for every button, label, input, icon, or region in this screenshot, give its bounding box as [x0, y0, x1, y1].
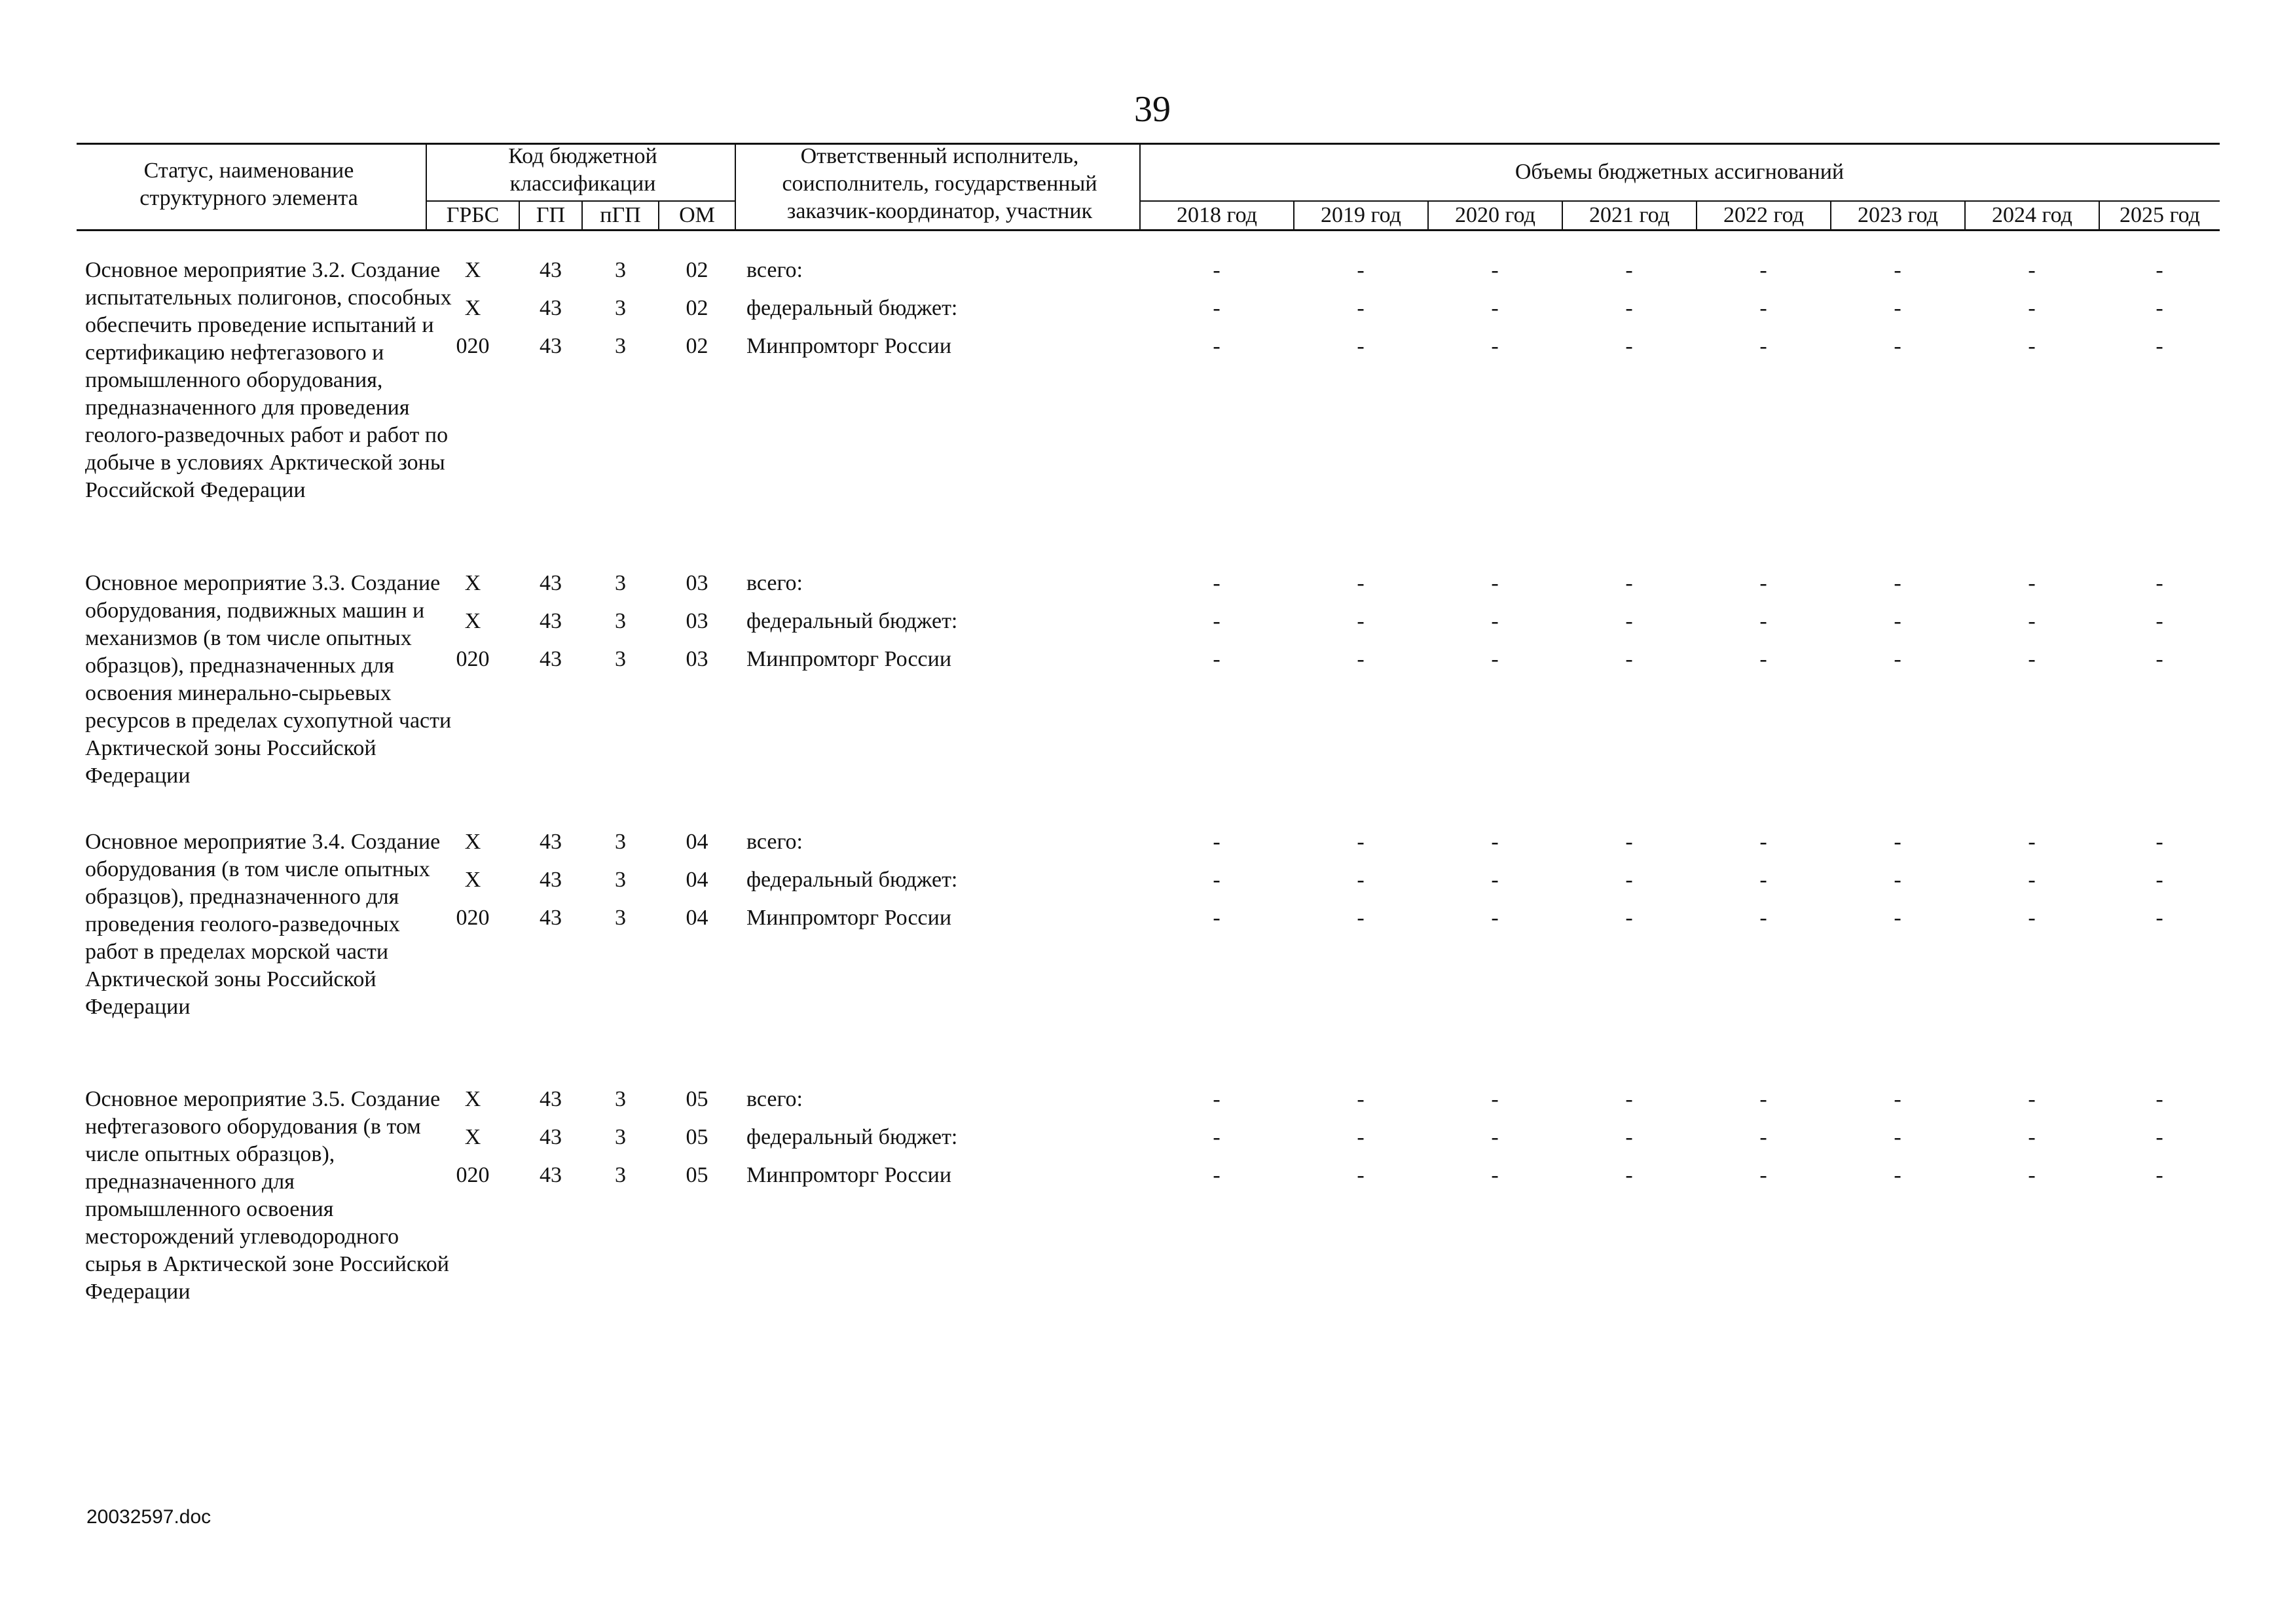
cell-year-value: -: [1213, 258, 1221, 282]
cell-year-value: -: [1625, 906, 1633, 930]
cell-year-value: -: [1357, 1163, 1365, 1187]
cell-year-value: -: [1357, 571, 1365, 595]
cell-year-value: -: [2028, 609, 2036, 633]
cell-grbs: Х: [464, 1087, 481, 1111]
cell-om: 02: [686, 334, 708, 358]
cell-year-value: -: [1625, 334, 1633, 358]
cell-gp: 43: [540, 571, 562, 595]
cell-year-value: -: [2156, 334, 2163, 358]
cell-year-value: -: [2156, 296, 2163, 320]
cell-year-value: -: [1894, 647, 1901, 671]
cell-year-value: -: [1759, 571, 1767, 595]
cell-om: 03: [686, 647, 708, 671]
cell-om: 04: [686, 868, 708, 892]
cell-year-value: -: [1759, 334, 1767, 358]
cell-executor: федеральный бюджет:: [746, 868, 958, 892]
cell-executor: всего:: [746, 830, 803, 854]
cell-executor: Минпромторг России: [746, 647, 952, 671]
cell-year-value: -: [1759, 1125, 1767, 1149]
cell-year-value: -: [1759, 906, 1767, 930]
cell-grbs: 020: [456, 334, 490, 358]
cell-pgp: 3: [615, 334, 626, 358]
cell-pgp: 3: [615, 609, 626, 633]
cell-year-value: -: [1759, 647, 1767, 671]
cell-year-value: -: [1357, 1125, 1365, 1149]
cell-year-value: -: [1894, 1125, 1901, 1149]
cell-gp: 43: [540, 647, 562, 671]
footer-filename: 20032597.doc: [86, 1506, 211, 1528]
cell-gp: 43: [540, 334, 562, 358]
cell-om: 02: [686, 258, 708, 282]
cell-grbs: Х: [464, 830, 481, 854]
cell-year-value: -: [1491, 571, 1499, 595]
cell-year-value: -: [1625, 609, 1633, 633]
cell-year-value: -: [1625, 1163, 1633, 1187]
cell-year-value: -: [1759, 1087, 1767, 1111]
cell-year-value: -: [2156, 609, 2163, 633]
cell-year-value: -: [1491, 258, 1499, 282]
cell-year-value: -: [1491, 906, 1499, 930]
cell-year-value: -: [2156, 647, 2163, 671]
cell-gp: 43: [540, 1087, 562, 1111]
cell-grbs: Х: [464, 868, 481, 892]
cell-year-value: -: [1213, 296, 1221, 320]
cell-om: 05: [686, 1125, 708, 1149]
divider: [735, 143, 736, 231]
cell-year-value: -: [2028, 296, 2036, 320]
header-year-2018: 2018 год: [1177, 203, 1257, 227]
cell-grbs: Х: [464, 296, 481, 320]
cell-year-value: -: [1213, 1163, 1221, 1187]
cell-year-value: -: [1357, 1087, 1365, 1111]
cell-year-value: -: [1894, 609, 1901, 633]
header-year-2022: 2022 год: [1723, 203, 1804, 227]
cell-year-value: -: [1357, 258, 1365, 282]
header-volumes: Объемы бюджетных ассигнований: [1515, 160, 1845, 184]
cell-year-value: -: [2028, 1087, 2036, 1111]
cell-year-value: -: [1625, 868, 1633, 892]
cell-year-value: -: [1213, 1125, 1221, 1149]
cell-grbs: Х: [464, 571, 481, 595]
cell-pgp: 3: [615, 1163, 626, 1187]
cell-pgp: 3: [615, 868, 626, 892]
cell-year-value: -: [2028, 647, 2036, 671]
cell-year-value: -: [1213, 647, 1221, 671]
cell-year-value: -: [2028, 1163, 2036, 1187]
cell-year-value: -: [1625, 647, 1633, 671]
cell-pgp: 3: [615, 296, 626, 320]
cell-year-value: -: [1491, 296, 1499, 320]
cell-year-value: -: [1213, 609, 1221, 633]
cell-pgp: 3: [615, 647, 626, 671]
cell-executor: федеральный бюджет:: [746, 609, 958, 633]
cell-year-value: -: [1491, 609, 1499, 633]
cell-pgp: 3: [615, 906, 626, 930]
cell-pgp: 3: [615, 1125, 626, 1149]
cell-executor: Минпромторг России: [746, 334, 952, 358]
cell-year-value: -: [1357, 334, 1365, 358]
header-om: ОМ: [679, 203, 715, 227]
header-year-2025: 2025 год: [2120, 203, 2200, 227]
header-gp: ГП: [536, 203, 566, 227]
cell-grbs: 020: [456, 647, 490, 671]
header-year-2020: 2020 год: [1455, 203, 1535, 227]
cell-year-value: -: [1357, 830, 1365, 854]
cell-om: 03: [686, 609, 708, 633]
cell-year-value: -: [2156, 1087, 2163, 1111]
header-bottom-rule: [77, 229, 2220, 231]
cell-year-value: -: [2156, 258, 2163, 282]
cell-year-value: -: [1213, 868, 1221, 892]
cell-year-value: -: [1491, 868, 1499, 892]
cell-year-value: -: [1491, 1163, 1499, 1187]
header-executor: Ответственный исполнитель, соисполнитель, государственный заказчик-координатор, участник: [782, 144, 1097, 223]
cell-gp: 43: [540, 1163, 562, 1187]
row-description: Основное мероприятие 3.5. Создание нефтегазового оборудования (в том числе опытных образцов), предназначенного для промышленного освоения месторождений углеводородного сырья в Арктической зоне Российской Федерации: [85, 1087, 450, 1304]
cell-year-value: -: [2156, 1125, 2163, 1149]
cell-year-value: -: [1213, 571, 1221, 595]
cell-year-value: -: [1357, 647, 1365, 671]
cell-om: 04: [686, 830, 708, 854]
cell-year-value: -: [2028, 1125, 2036, 1149]
row-description: Основное мероприятие 3.3. Создание оборудования, подвижных машин и механизмов (в том числе опытных образцов), предназначенных для освоения минерально-сырьевых ресурсов в пределах сухопутной части Арктической зоны Российской Федерации: [85, 571, 452, 788]
cell-year-value: -: [1491, 1087, 1499, 1111]
cell-executor: всего:: [746, 1087, 803, 1111]
cell-executor: всего:: [746, 258, 803, 282]
header-pgp: пГП: [600, 203, 641, 227]
cell-gp: 43: [540, 296, 562, 320]
cell-gp: 43: [540, 906, 562, 930]
cell-pgp: 3: [615, 258, 626, 282]
page-number: 39: [1134, 89, 1171, 130]
header-budget-code: Код бюджетной классификации: [508, 144, 657, 196]
cell-year-value: -: [1759, 830, 1767, 854]
cell-year-value: -: [1894, 258, 1901, 282]
cell-year-value: -: [1759, 609, 1767, 633]
cell-executor: федеральный бюджет:: [746, 1125, 958, 1149]
header-year-2021: 2021 год: [1589, 203, 1670, 227]
cell-om: 04: [686, 906, 708, 930]
cell-gp: 43: [540, 1125, 562, 1149]
cell-year-value: -: [2156, 868, 2163, 892]
cell-grbs: Х: [464, 258, 481, 282]
cell-year-value: -: [1894, 868, 1901, 892]
cell-year-value: -: [2156, 906, 2163, 930]
cell-grbs: Х: [464, 1125, 481, 1149]
row-description: Основное мероприятие 3.4. Создание оборудования (в том числе опытных образцов), предназначенного для проведения геолого-разведочных работ в пределах морской части Арктической зоны Российской Федерации: [85, 830, 441, 1019]
cell-year-value: -: [1357, 609, 1365, 633]
cell-year-value: -: [1357, 906, 1365, 930]
cell-year-value: -: [2028, 334, 2036, 358]
header-grbs: ГРБС: [446, 203, 500, 227]
cell-year-value: -: [2156, 1163, 2163, 1187]
cell-year-value: -: [2028, 571, 2036, 595]
cell-year-value: -: [1625, 258, 1633, 282]
cell-om: 02: [686, 296, 708, 320]
cell-gp: 43: [540, 830, 562, 854]
table-top-rule: [77, 143, 2220, 145]
cell-year-value: -: [1894, 906, 1901, 930]
cell-year-value: -: [1491, 830, 1499, 854]
cell-executor: Минпромторг России: [746, 1163, 952, 1187]
cell-year-value: -: [2028, 258, 2036, 282]
cell-year-value: -: [1213, 906, 1221, 930]
cell-grbs: Х: [464, 609, 481, 633]
cell-year-value: -: [1357, 868, 1365, 892]
cell-year-value: -: [2028, 868, 2036, 892]
cell-pgp: 3: [615, 571, 626, 595]
cell-year-value: -: [1894, 1087, 1901, 1111]
cell-pgp: 3: [615, 830, 626, 854]
cell-pgp: 3: [615, 1087, 626, 1111]
cell-year-value: -: [1894, 571, 1901, 595]
cell-year-value: -: [1625, 571, 1633, 595]
cell-year-value: -: [2028, 830, 2036, 854]
cell-year-value: -: [1759, 296, 1767, 320]
cell-year-value: -: [1625, 1087, 1633, 1111]
cell-year-value: -: [1491, 647, 1499, 671]
cell-year-value: -: [1213, 1087, 1221, 1111]
cell-om: 05: [686, 1087, 708, 1111]
cell-year-value: -: [1759, 868, 1767, 892]
cell-grbs: 020: [456, 1163, 490, 1187]
cell-executor: Минпромторг России: [746, 906, 952, 930]
cell-year-value: -: [1213, 830, 1221, 854]
cell-year-value: -: [2156, 571, 2163, 595]
cell-gp: 43: [540, 258, 562, 282]
header-year-2023: 2023 год: [1858, 203, 1938, 227]
cell-executor: федеральный бюджет:: [746, 296, 958, 320]
cell-year-value: -: [1894, 296, 1901, 320]
cell-year-value: -: [1357, 296, 1365, 320]
header-status-name: Статус, наименование структурного элемента: [139, 158, 358, 210]
cell-year-value: -: [1491, 334, 1499, 358]
cell-year-value: -: [1894, 1163, 1901, 1187]
cell-gp: 43: [540, 609, 562, 633]
cell-year-value: -: [2028, 906, 2036, 930]
cell-year-value: -: [2156, 830, 2163, 854]
row-description: Основное мероприятие 3.2. Создание испытательных полигонов, способных обеспечить проведение испытаний и сертификацию нефтегазового и промышленного оборудования, предназначенного для проведения геолого-разведочных работ и работ по добыче в условиях Арктической зоны Российской Федерации: [85, 258, 452, 502]
cell-grbs: 020: [456, 906, 490, 930]
cell-year-value: -: [1625, 296, 1633, 320]
cell-year-value: -: [1213, 334, 1221, 358]
header-year-2019: 2019 год: [1321, 203, 1401, 227]
cell-executor: всего:: [746, 571, 803, 595]
cell-gp: 43: [540, 868, 562, 892]
cell-year-value: -: [1894, 334, 1901, 358]
cell-year-value: -: [1894, 830, 1901, 854]
cell-year-value: -: [1625, 1125, 1633, 1149]
cell-year-value: -: [1759, 258, 1767, 282]
cell-year-value: -: [1491, 1125, 1499, 1149]
cell-om: 03: [686, 571, 708, 595]
cell-year-value: -: [1759, 1163, 1767, 1187]
cell-year-value: -: [1625, 830, 1633, 854]
header-year-2024: 2024 год: [1992, 203, 2072, 227]
cell-om: 05: [686, 1163, 708, 1187]
